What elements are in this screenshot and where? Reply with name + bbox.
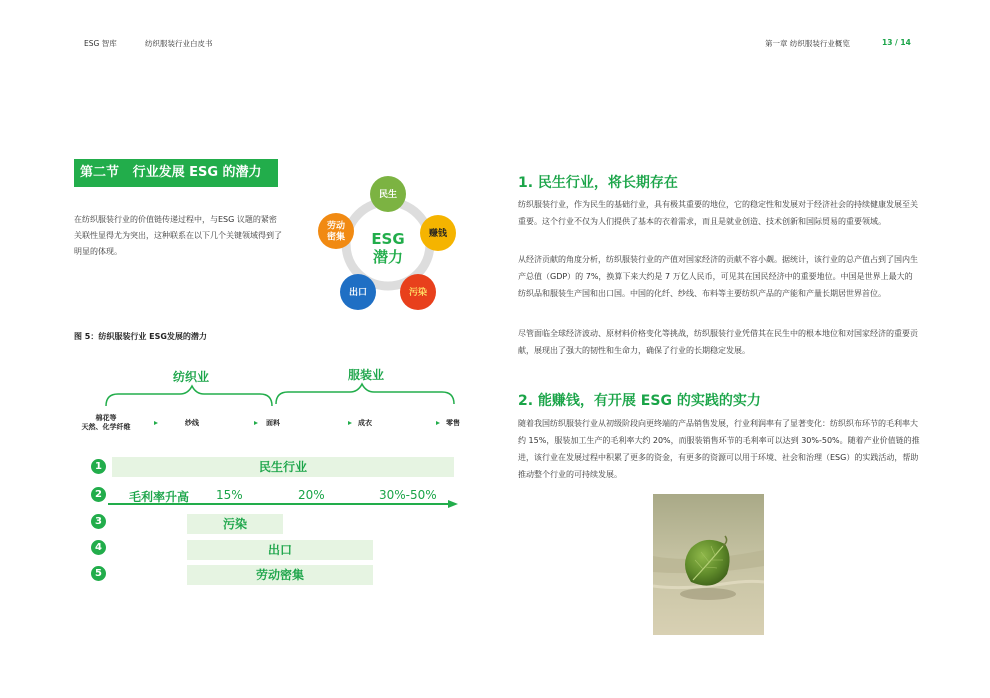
chain-arrowhead-2 — [254, 421, 258, 425]
chain-arrowhead-1 — [154, 421, 158, 425]
wheel-node-label-4: 出口 — [348, 288, 368, 298]
row-number-3: 3 — [91, 514, 106, 529]
wheel-node-label-3: 污染 — [408, 288, 428, 298]
margin-rise-label: 毛利率升高 — [129, 490, 190, 504]
article-paragraph-1: 纺织服装行业，作为民生的基础行业，具有极其重要的地位，它的稳定性和发展对于经济社会的持续健康发展至关重要。这个行业不仅为人们提供了基本的衣着需求，而且是就业创造、技术创新和国际贸易的重要领域。 — [518, 200, 918, 226]
article-heading-1: 1. 民生行业，将长期存在 — [518, 175, 678, 191]
brace-label-textile: 纺织业 — [173, 370, 210, 384]
leaf-on-sand-photo — [653, 494, 764, 635]
margin-value-garment: 20% — [298, 488, 325, 502]
wheel-node-label-1: 民生 — [378, 190, 398, 200]
wheel-node-label-2: 赚钱 — [428, 229, 448, 239]
section-intro: 在纺织服装行业的价值链传递过程中，与ESG 议题的紧密关联性显得尤为突出，这种联系在以下几个关键领域得到了明显的体现。 — [74, 215, 282, 256]
row-number-4: 4 — [91, 540, 106, 555]
bar-pollution: 污染 — [187, 514, 283, 534]
article-paragraph-2: 从经济贡献的角度分析，纺织服装行业的产值对国家经济的贡献不容小觑。据统计，该行业的总产值占到了国内生产总值（GDP）的 7%，换算下来大约是 7 万亿人民币，可见其在国民经济中的重要地位。中国是世界上最大的纺织品和服装生产国和出口国。中国的化纤、纱线、布料等主要纺织产品的产能和产量长期居世界首位。 — [518, 255, 918, 298]
wheel-center-potential: 潜力 — [372, 248, 404, 266]
row-number-1: 1 — [91, 459, 106, 474]
chain-yarn: 纱线 — [185, 419, 199, 427]
margin-value-retail: 30%-50% — [379, 488, 437, 502]
chain-fiber: 棉花等 天然、化学纤维 — [81, 414, 131, 431]
wheel-node-label-5: 劳动密集 — [326, 221, 346, 243]
value-chain-diagram — [100, 382, 470, 422]
row-number-2: 2 — [91, 487, 106, 502]
esg-potential-wheel — [310, 176, 460, 316]
brace-apparel — [276, 384, 454, 404]
header-doc-title: 纺织服装行业白皮书 — [145, 39, 213, 48]
margin-value-textile: 15% — [216, 488, 243, 502]
header-page-number: 13 / 14 — [882, 38, 911, 47]
chain-garment: 成衣 — [358, 419, 372, 427]
chain-retail: 零售 — [446, 419, 460, 427]
article-paragraph-4: 随着我国纺织服装行业从初级阶段向更终端的产品销售发展，行业利润率有了显著变化：纺织织布环节的毛利率大约 15%，服装加工生产的毛利率大约 20%，而服装销售环节的毛利率可以达到 30%-50%。随着产业价值链的推进，该行业在发展过程中积累了更多的资金，有更多的资源可以用于环境、社会和治理（ESG）的实践活动，帮助推动整个行业的可持续发展。 — [518, 419, 920, 479]
brace-textile — [106, 386, 272, 406]
margin-arrow — [108, 498, 460, 510]
section-title: 第二节 行业发展 ESG 的潜力 — [74, 159, 278, 187]
header-brand: ESG 智库 — [84, 39, 117, 48]
brace-label-apparel: 服装业 — [348, 368, 385, 382]
bar-export: 出口 — [187, 540, 373, 560]
wheel-center-esg: ESG — [371, 230, 405, 248]
row-number-5: 5 — [91, 566, 106, 581]
article-paragraph-3: 尽管面临全球经济波动、原材料价格变化等挑战，纺织服装行业凭借其在民生中的根本地位和对国家经济的重要贡献，展现出了强大的韧性和生命力，确保了行业的长期稳定发展。 — [518, 329, 918, 355]
chain-fabric: 面料 — [266, 419, 280, 427]
article-heading-2: 2. 能赚钱，有开展 ESG 的实践的实力 — [518, 393, 761, 409]
bar-livelihood: 民生行业 — [112, 457, 454, 477]
bar-labor-intensive: 劳动密集 — [187, 565, 373, 585]
header-chapter: 第一章 纺织服装行业概览 — [765, 39, 850, 48]
figure-caption: 图 5：纺织服装行业 ESG发展的潜力 — [74, 332, 207, 341]
